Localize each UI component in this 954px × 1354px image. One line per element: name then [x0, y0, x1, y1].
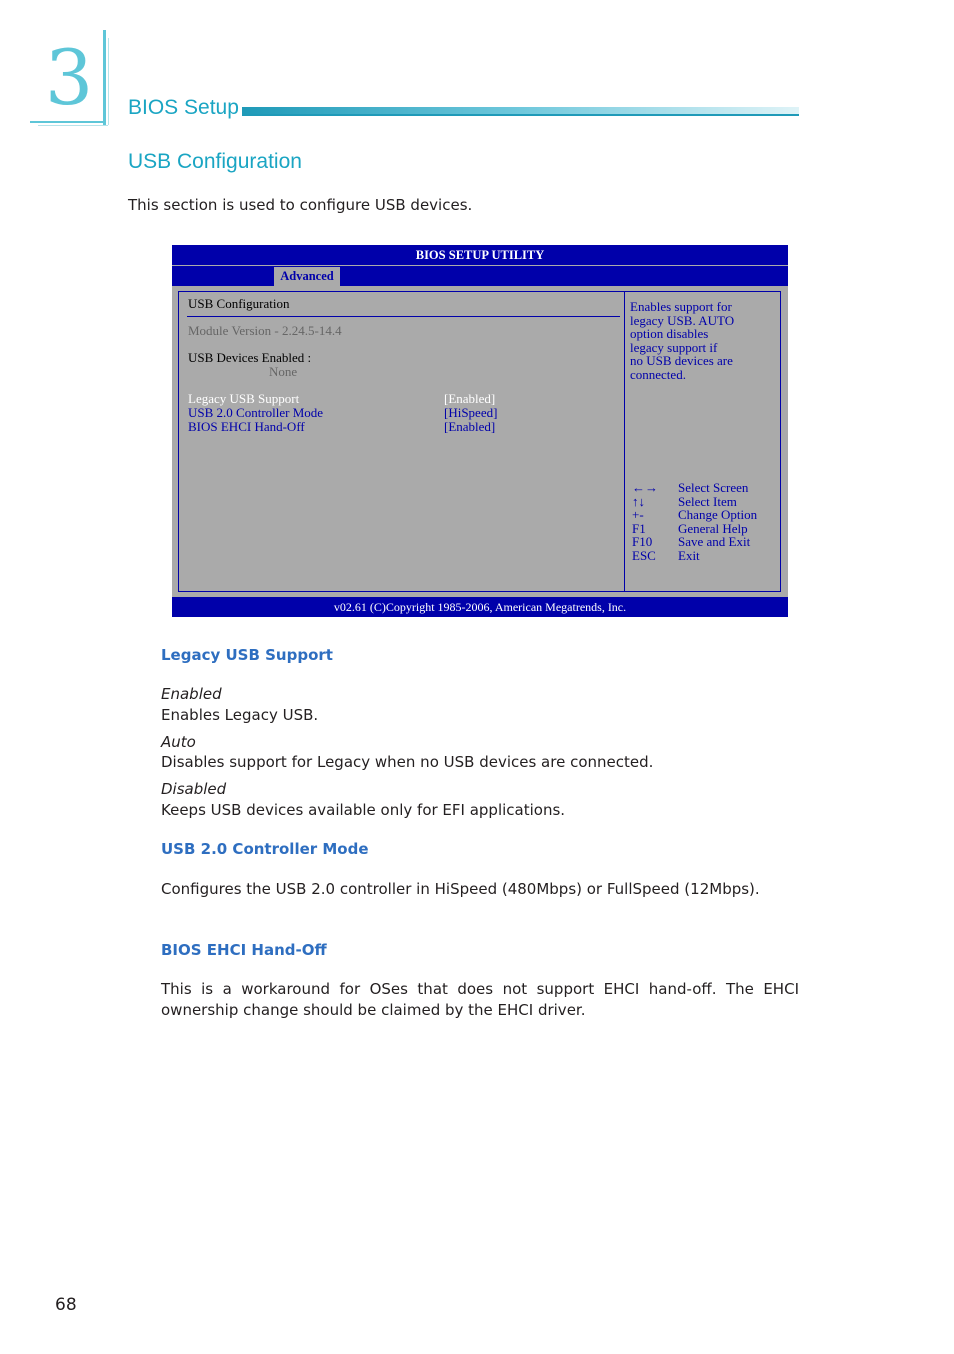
ehci-handoff-heading: BIOS EHCI Hand-Off [161, 941, 327, 959]
key-f1: F1 [632, 520, 646, 536]
legacy-option-enabled: Enabled [161, 685, 222, 703]
bios-value-legacy-usb[interactable]: [Enabled] [444, 391, 496, 406]
key-legend-row [632, 481, 757, 495]
legacy-desc-auto: Disables support for Legacy when no USB devices are connected. [161, 753, 654, 771]
chapter-number: 3 [44, 33, 94, 122]
bios-setting-usb2-mode[interactable]: USB 2.0 Controller Mode [188, 405, 324, 420]
bios-devices-value: None [269, 364, 298, 379]
bios-panel-title-underline [187, 316, 620, 317]
key-action: General Help [678, 520, 748, 536]
bios-footer: v02.61 (C)Copyright 1985-2006, American Megatrends, Inc. [172, 597, 788, 617]
bios-tab-advanced[interactable]: Advanced [274, 267, 340, 286]
key-legend-row [632, 535, 757, 549]
chapter-title: BIOS Setup [128, 96, 239, 119]
ehci-handoff-desc: This is a workaround for OSes that does not support EHCI hand-off. The EHCI ownership change should be claimed by the EHCI driver. [161, 980, 799, 1019]
bios-value-usb2-mode[interactable]: [HiSpeed] [444, 405, 498, 420]
key-legend-row [632, 549, 757, 563]
bios-setting-legacy-usb[interactable]: Legacy USB Support [188, 391, 300, 406]
bios-help-line: connected. [630, 366, 686, 382]
bios-help-line: option disables [630, 326, 709, 341]
chapter-mark-vertical-line-light [108, 38, 109, 125]
bios-value-ehci-handoff[interactable]: [Enabled] [444, 419, 496, 434]
key-f10: F10 [632, 534, 653, 550]
bios-panel-divider [624, 291, 625, 592]
key-action: Change Option [678, 507, 758, 523]
key-legend-row [632, 508, 757, 522]
controller-mode-desc: Configures the USB 2.0 controller in HiSpeed (480Mbps) or FullSpeed (12Mbps). [161, 880, 760, 898]
key-action: Exit [678, 547, 700, 563]
section-intro: This section is used to configure USB devices. [128, 196, 473, 214]
legacy-option-auto: Auto [161, 733, 196, 751]
page-number: 68 [55, 1295, 77, 1315]
key-action: Select Screen [678, 480, 749, 495]
bios-help-line: legacy support if [630, 339, 718, 355]
bios-header: BIOS SETUP UTILITY [172, 245, 788, 265]
bios-screenshot [172, 245, 788, 617]
bios-help-text [630, 300, 775, 381]
controller-mode-heading: USB 2.0 Controller Mode [161, 840, 369, 858]
key-arrows-ud-icon: ↑↓ [632, 493, 645, 509]
chapter-title-bar-underline [242, 114, 799, 116]
legacy-option-disabled: Disabled [161, 780, 227, 798]
section-title: USB Configuration [128, 150, 302, 173]
bios-menu-bar [172, 265, 788, 286]
key-legend-row [632, 522, 757, 536]
bios-setting-ehci-handoff[interactable]: BIOS EHCI Hand-Off [188, 419, 305, 434]
bios-devices-label: USB Devices Enabled : [188, 350, 312, 365]
chapter-mark-horizontal-line-light [38, 125, 108, 126]
legacy-desc-enabled: Enables Legacy USB. [161, 706, 319, 724]
bios-help-line: no USB devices are [630, 353, 733, 368]
legacy-usb-heading: Legacy USB Support [161, 646, 333, 664]
bios-help-line: Enables support for [630, 299, 732, 314]
legacy-desc-disabled: Keeps USB devices available only for EFI applications. [161, 801, 566, 819]
key-action: Select Item [678, 493, 737, 509]
key-plus-minus: +- [632, 507, 644, 523]
key-legend-row [632, 495, 757, 509]
bios-key-legend [632, 481, 757, 563]
bios-panel-title: USB Configuration [188, 296, 290, 311]
bios-help-line: legacy USB. AUTO [630, 312, 735, 328]
key-arrows-lr-icon: ←→ [632, 480, 658, 495]
key-action: Save and Exit [678, 534, 751, 550]
key-esc: ESC [632, 547, 656, 563]
bios-module-version: Module Version - 2.24.5-14.4 [188, 323, 342, 338]
